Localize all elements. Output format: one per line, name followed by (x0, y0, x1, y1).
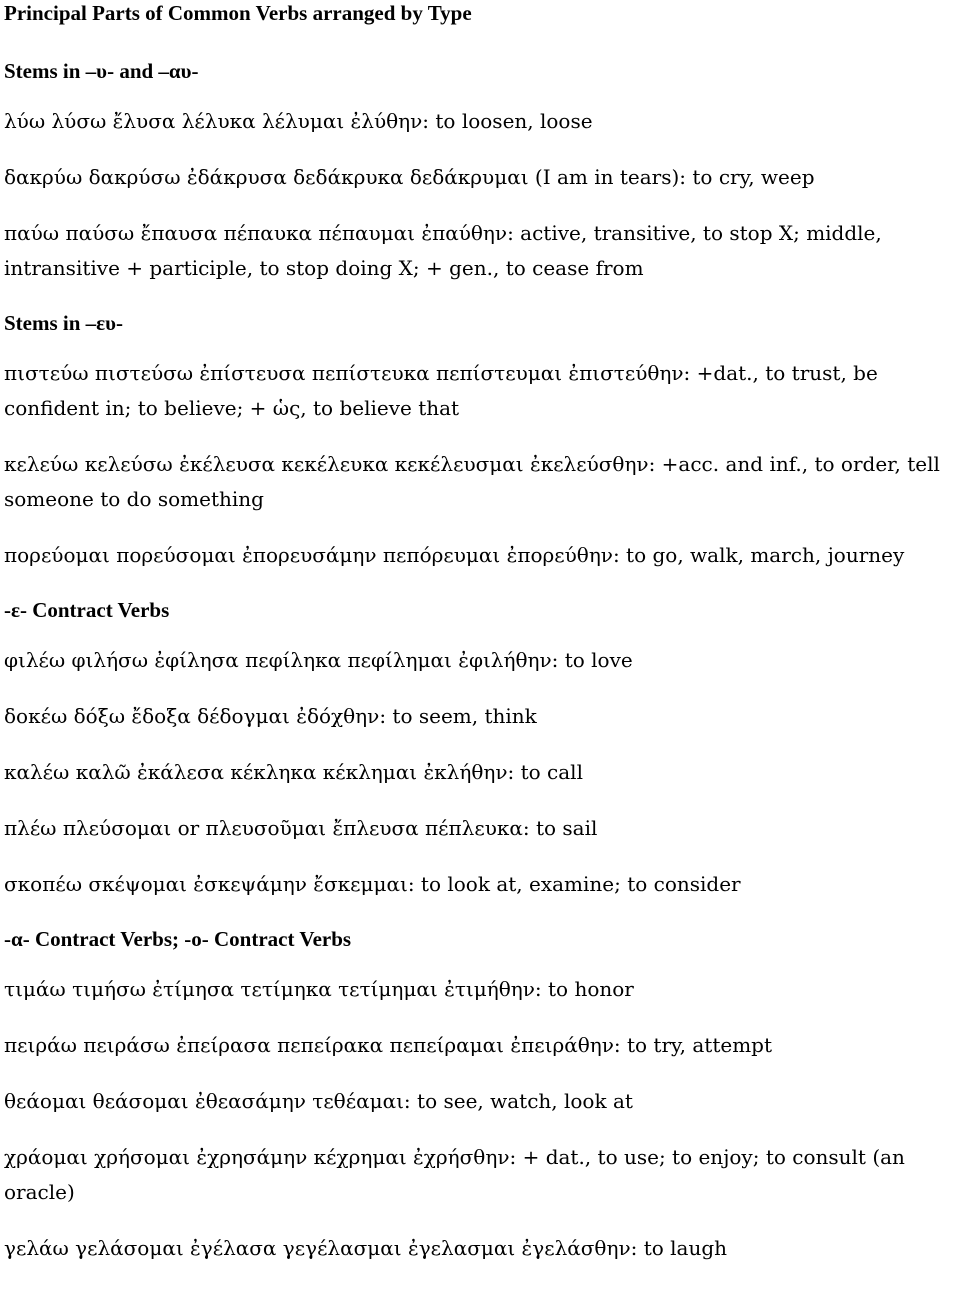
verb-entry-peirao: πειράω πειράσω ἐπείρασα πεπείρακα πεπείραμαι ἐπειράθην: to try, attempt (4, 1033, 773, 1057)
verb-entry-kaleo: καλέω καλῶ ἐκάλεσα κέκληκα κέκλημαι ἐκλήθην: to call (4, 760, 583, 784)
verb-entry-phileo: φιλέω φιλήσω ἐφίλησα πεφίληκα πεφίλημαι ἐφιλήθην: to love (4, 648, 633, 672)
verb-entry-dakruo: δακρύω δακρύσω ἐδάκρυσα δεδάκρυκα δεδάκρυμαι (I am in tears): to cry, weep (4, 165, 815, 189)
verb-entry-luo: λύω λύσω ἔλυσα λέλυκα λέλυμαι ἐλύθην: to loosen, loose (4, 109, 593, 133)
verb-entry-keleuo: κελεύω κελεύσω ἐκέλευσα κεκέλευκα κεκέλευσμαι ἐκελεύσθην: +acc. and inf., to order, tell someone to do something (4, 452, 940, 511)
verb-entry-pisteuo: πιστεύω πιστεύσω ἐπίστευσα πεπίστευκα πεπίστευμαι ἐπιστεύθην: +dat., to trust, be confident in; to believe; + ὡς, to believe that (4, 361, 878, 420)
document (4, 0, 956, 1266)
section-heading-eu-stems: Stems in –ευ- (4, 311, 124, 335)
section-heading-e-contract: -ε- Contract Verbs (4, 598, 170, 622)
section-heading-u-stems: Stems in –υ- and –αυ- (4, 59, 199, 83)
verb-entry-gelao: γελάω γελάσομαι ἐγέλασα γεγέλασμαι ἐγελασμαι ἐγελάσθην: to laugh (4, 1236, 728, 1260)
verb-entry-pauo: παύω παύσω ἔπαυσα πέπαυκα πέπαυμαι ἐπαύθην: active, transitive, to stop X; middle, intransitive + participle, to stop doing X; + gen., to cease from (4, 221, 882, 280)
verb-entry-poreuomai: πορεύομαι πορεύσομαι ἐπορευσάμην πεπόρευμαι ἐπορεύθην: to go, walk, march, journey (4, 543, 905, 567)
section-heading-a-o-contract: -α- Contract Verbs; -ο- Contract Verbs (4, 927, 352, 951)
verb-entry-timao: τιμάω τιμήσω ἐτίμησα τετίμηκα τετίμημαι ἐτιμήθην: to honor (4, 977, 634, 1001)
verb-entry-dokeo: δοκέω δόξω ἔδοξα δέδογμαι ἐδόχθην: to seem, think (4, 704, 537, 728)
verb-entry-skopeo: σκοπέω σκέψομαι ἐσκεψάμην ἔσκεμμαι: to look at, examine; to consider (4, 872, 741, 896)
verb-entry-theaomai: θεάομαι θεάσομαι ἐθεασάμην τεθέαμαι: to see, watch, look at (4, 1089, 633, 1113)
page-title: Principal Parts of Common Verbs arranged by Type (4, 1, 472, 25)
verb-entry-pleo: πλέω πλεύσομαι or πλευσοῦμαι ἔπλευσα πέπλευκα: to sail (4, 816, 598, 840)
verb-entry-chraomai: χράομαι χρήσομαι ἐχρησάμην κέχρημαι ἐχρήσθην: + dat., to use; to enjoy; to consult (an oracle) (4, 1145, 905, 1204)
